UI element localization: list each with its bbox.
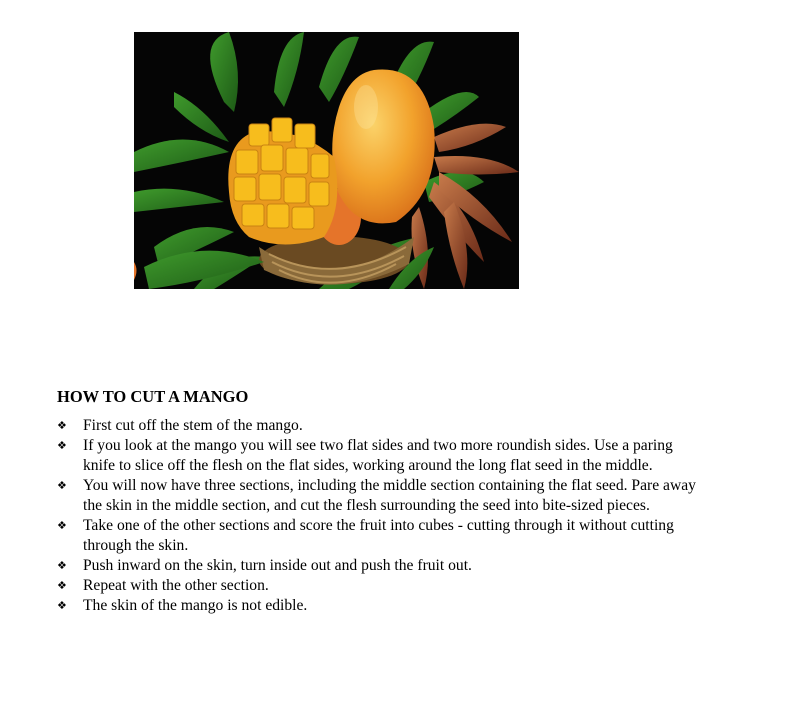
- list-item: [57, 436, 697, 476]
- list-item: [57, 556, 697, 576]
- list-item: [57, 576, 697, 596]
- cut-mango: [228, 118, 337, 245]
- list-item: [57, 516, 697, 556]
- list-item: [57, 596, 697, 616]
- step-text: You will now have three sections, including the middle section containing the flat seed. Pare away the skin in the middle section, and cut the flesh surrounding the seed into bite-sized pieces.: [83, 477, 696, 514]
- step-text: First cut off the stem of the mango.: [83, 417, 303, 434]
- four-diamond-bullet-icon: ❖: [57, 579, 67, 592]
- mango-illustration: [134, 32, 519, 289]
- four-diamond-bullet-icon: ❖: [57, 559, 67, 572]
- step-text: If you look at the mango you will see two flat sides and two more roundish sides. Use a paring knife to slice off the flesh on the flat sides, working around the long flat seed in the middle.: [83, 437, 673, 474]
- document-heading: HOW TO CUT A MANGO: [57, 387, 249, 406]
- four-diamond-bullet-icon: ❖: [57, 599, 67, 612]
- step-text: The skin of the mango is not edible.: [83, 597, 308, 614]
- step-text: Repeat with the other section.: [83, 577, 269, 594]
- whole-mango: [332, 69, 434, 223]
- list-item: [57, 416, 697, 436]
- list-item: [57, 476, 697, 516]
- four-diamond-bullet-icon: ❖: [57, 479, 67, 492]
- step-text: Take one of the other sections and score the fruit into cubes - cutting through it without cutting through the skin.: [83, 517, 674, 554]
- edge-fruit: [134, 262, 137, 280]
- four-diamond-bullet-icon: ❖: [57, 419, 67, 432]
- four-diamond-bullet-icon: ❖: [57, 519, 67, 532]
- four-diamond-bullet-icon: ❖: [57, 439, 67, 452]
- steps-list: [57, 416, 697, 616]
- step-text: Push inward on the skin, turn inside out and push the fruit out.: [83, 557, 472, 574]
- mango-photo: [134, 32, 519, 289]
